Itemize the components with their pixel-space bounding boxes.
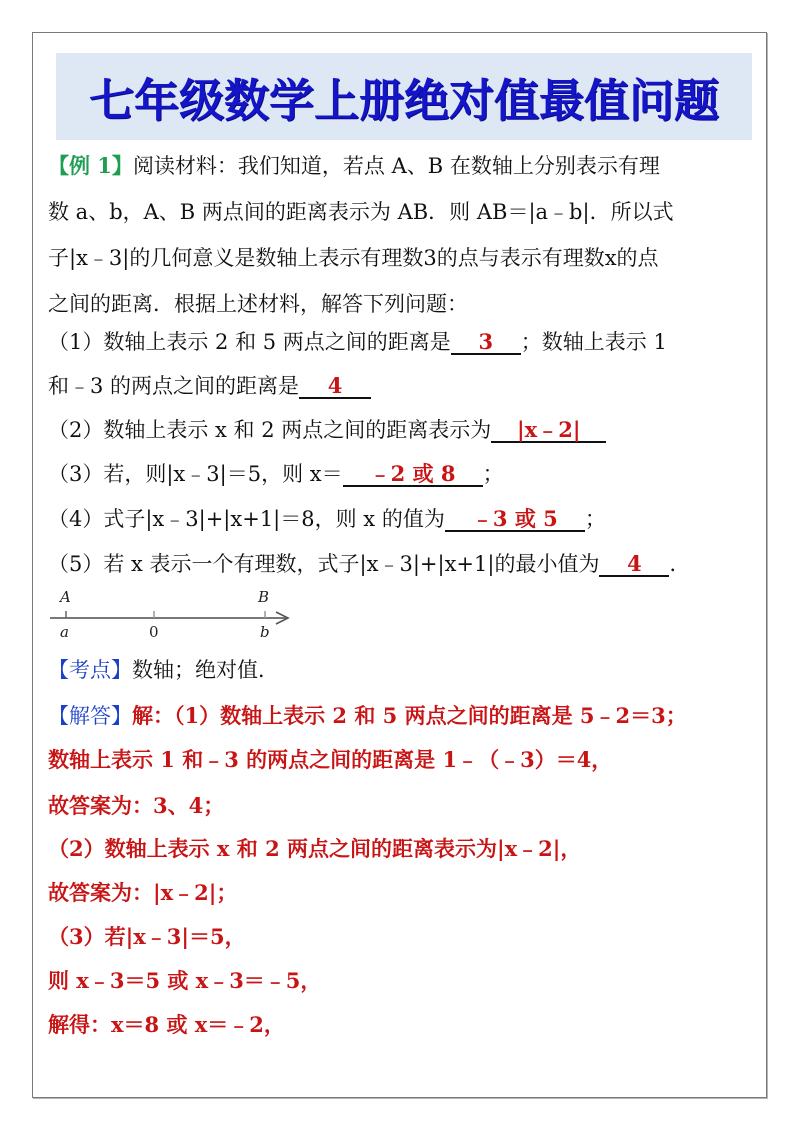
kaodian-text: 数轴；绝对值． xyxy=(132,658,279,682)
page-title: 七年级数学上册绝对值最值问题 xyxy=(88,74,719,127)
solution-text: 故答案为：|x﹣2|； xyxy=(48,880,238,905)
answer-blank: 4 xyxy=(599,553,669,577)
question-text: ． xyxy=(669,552,691,576)
question-text: （5）若 x 表示一个有理数，式子|x﹣3|+|x+1|的最小值为 xyxy=(48,552,600,576)
solution-text: 则 x﹣3＝5 或 x﹣3＝﹣5， xyxy=(48,968,322,993)
jieda-line-3 xyxy=(48,790,224,820)
intro-text: 阅读材料：我们知道，若点 A、B 在数轴上分别表示有理 xyxy=(132,154,660,178)
solution-text: 数轴上表示 1 和﹣3 的两点之间的距离是 1﹣（﹣3）＝4， xyxy=(48,747,613,772)
answer-blank: 4 xyxy=(299,375,371,399)
question-5 xyxy=(48,548,690,578)
solution-text: 故答案为：3、4； xyxy=(48,793,225,818)
question-4 xyxy=(48,503,606,533)
question-text: 和﹣3 的两点之间的距离是 xyxy=(48,374,300,398)
question-1-line-1 xyxy=(48,326,667,356)
point-label-B: B xyxy=(258,588,270,606)
jieda-line-5 xyxy=(48,877,237,907)
intro-text: 子|x﹣3|的几何意义是数轴上表示有理数3的点与表示有理数x的点 xyxy=(48,246,659,270)
answer-blank: ﹣2 或 8 xyxy=(343,463,483,487)
answer-blank: ﹣3 或 5 xyxy=(445,508,585,532)
question-text: （2）数轴上表示 x 和 2 两点之间的距离表示为 xyxy=(48,418,492,442)
question-text: ； xyxy=(584,507,606,531)
jieda-line-4 xyxy=(48,833,581,863)
intro-text: 数 a、b，A、B 两点间的距离表示为 AB．则 AB＝|a﹣b|．所以式 xyxy=(48,200,674,224)
question-2 xyxy=(48,414,606,444)
example-label: 【例 1】 xyxy=(48,153,133,178)
point-label-A: A xyxy=(60,588,71,606)
jieda-line-7 xyxy=(48,965,321,995)
question-3 xyxy=(48,458,504,488)
example-intro-line-3 xyxy=(48,242,659,272)
example-intro-line-2 xyxy=(48,196,674,226)
question-text: ； xyxy=(482,462,504,486)
solution-text: （3）若|x﹣3|＝5， xyxy=(48,924,246,949)
question-1-line-2 xyxy=(48,370,371,400)
question-text: ；数轴上表示 1 xyxy=(520,330,667,354)
jieda-line-6 xyxy=(48,921,246,951)
tick-label-a: a xyxy=(60,623,69,641)
kaodian-section xyxy=(48,654,279,684)
kaodian-label: 【考点】 xyxy=(48,658,132,682)
jieda-line-2 xyxy=(48,744,612,774)
example-intro-line-4 xyxy=(48,288,468,318)
example-intro-line-1 xyxy=(48,150,660,180)
tick-label-0: 0 xyxy=(149,623,159,641)
solution-text: 解：（1）数轴上表示 2 和 5 两点之间的距离是 5﹣2＝3； xyxy=(132,703,687,728)
intro-text: 之间的距离．根据上述材料，解答下列问题： xyxy=(48,292,468,316)
solution-text: 解得：x＝8 或 x＝﹣2， xyxy=(48,1012,285,1037)
jieda-label: 【解答】 xyxy=(48,704,132,728)
answer-blank: 3 xyxy=(451,331,521,355)
tick-label-b: b xyxy=(260,623,270,641)
question-text: （1）数轴上表示 2 和 5 两点之间的距离是 xyxy=(48,330,451,354)
jieda-line-8 xyxy=(48,1009,285,1039)
question-text: （3）若，则|x﹣3|＝5，则 x＝ xyxy=(48,462,343,486)
jieda-line-1 xyxy=(48,700,687,730)
number-line-diagram xyxy=(44,582,304,642)
solution-text: （2）数轴上表示 x 和 2 两点之间的距离表示为|x﹣2|， xyxy=(48,836,582,861)
title-banner xyxy=(56,53,752,140)
answer-blank: |x﹣2| xyxy=(491,419,606,443)
question-text: （4）式子|x﹣3|+|x+1|＝8，则 x 的值为 xyxy=(48,507,445,531)
